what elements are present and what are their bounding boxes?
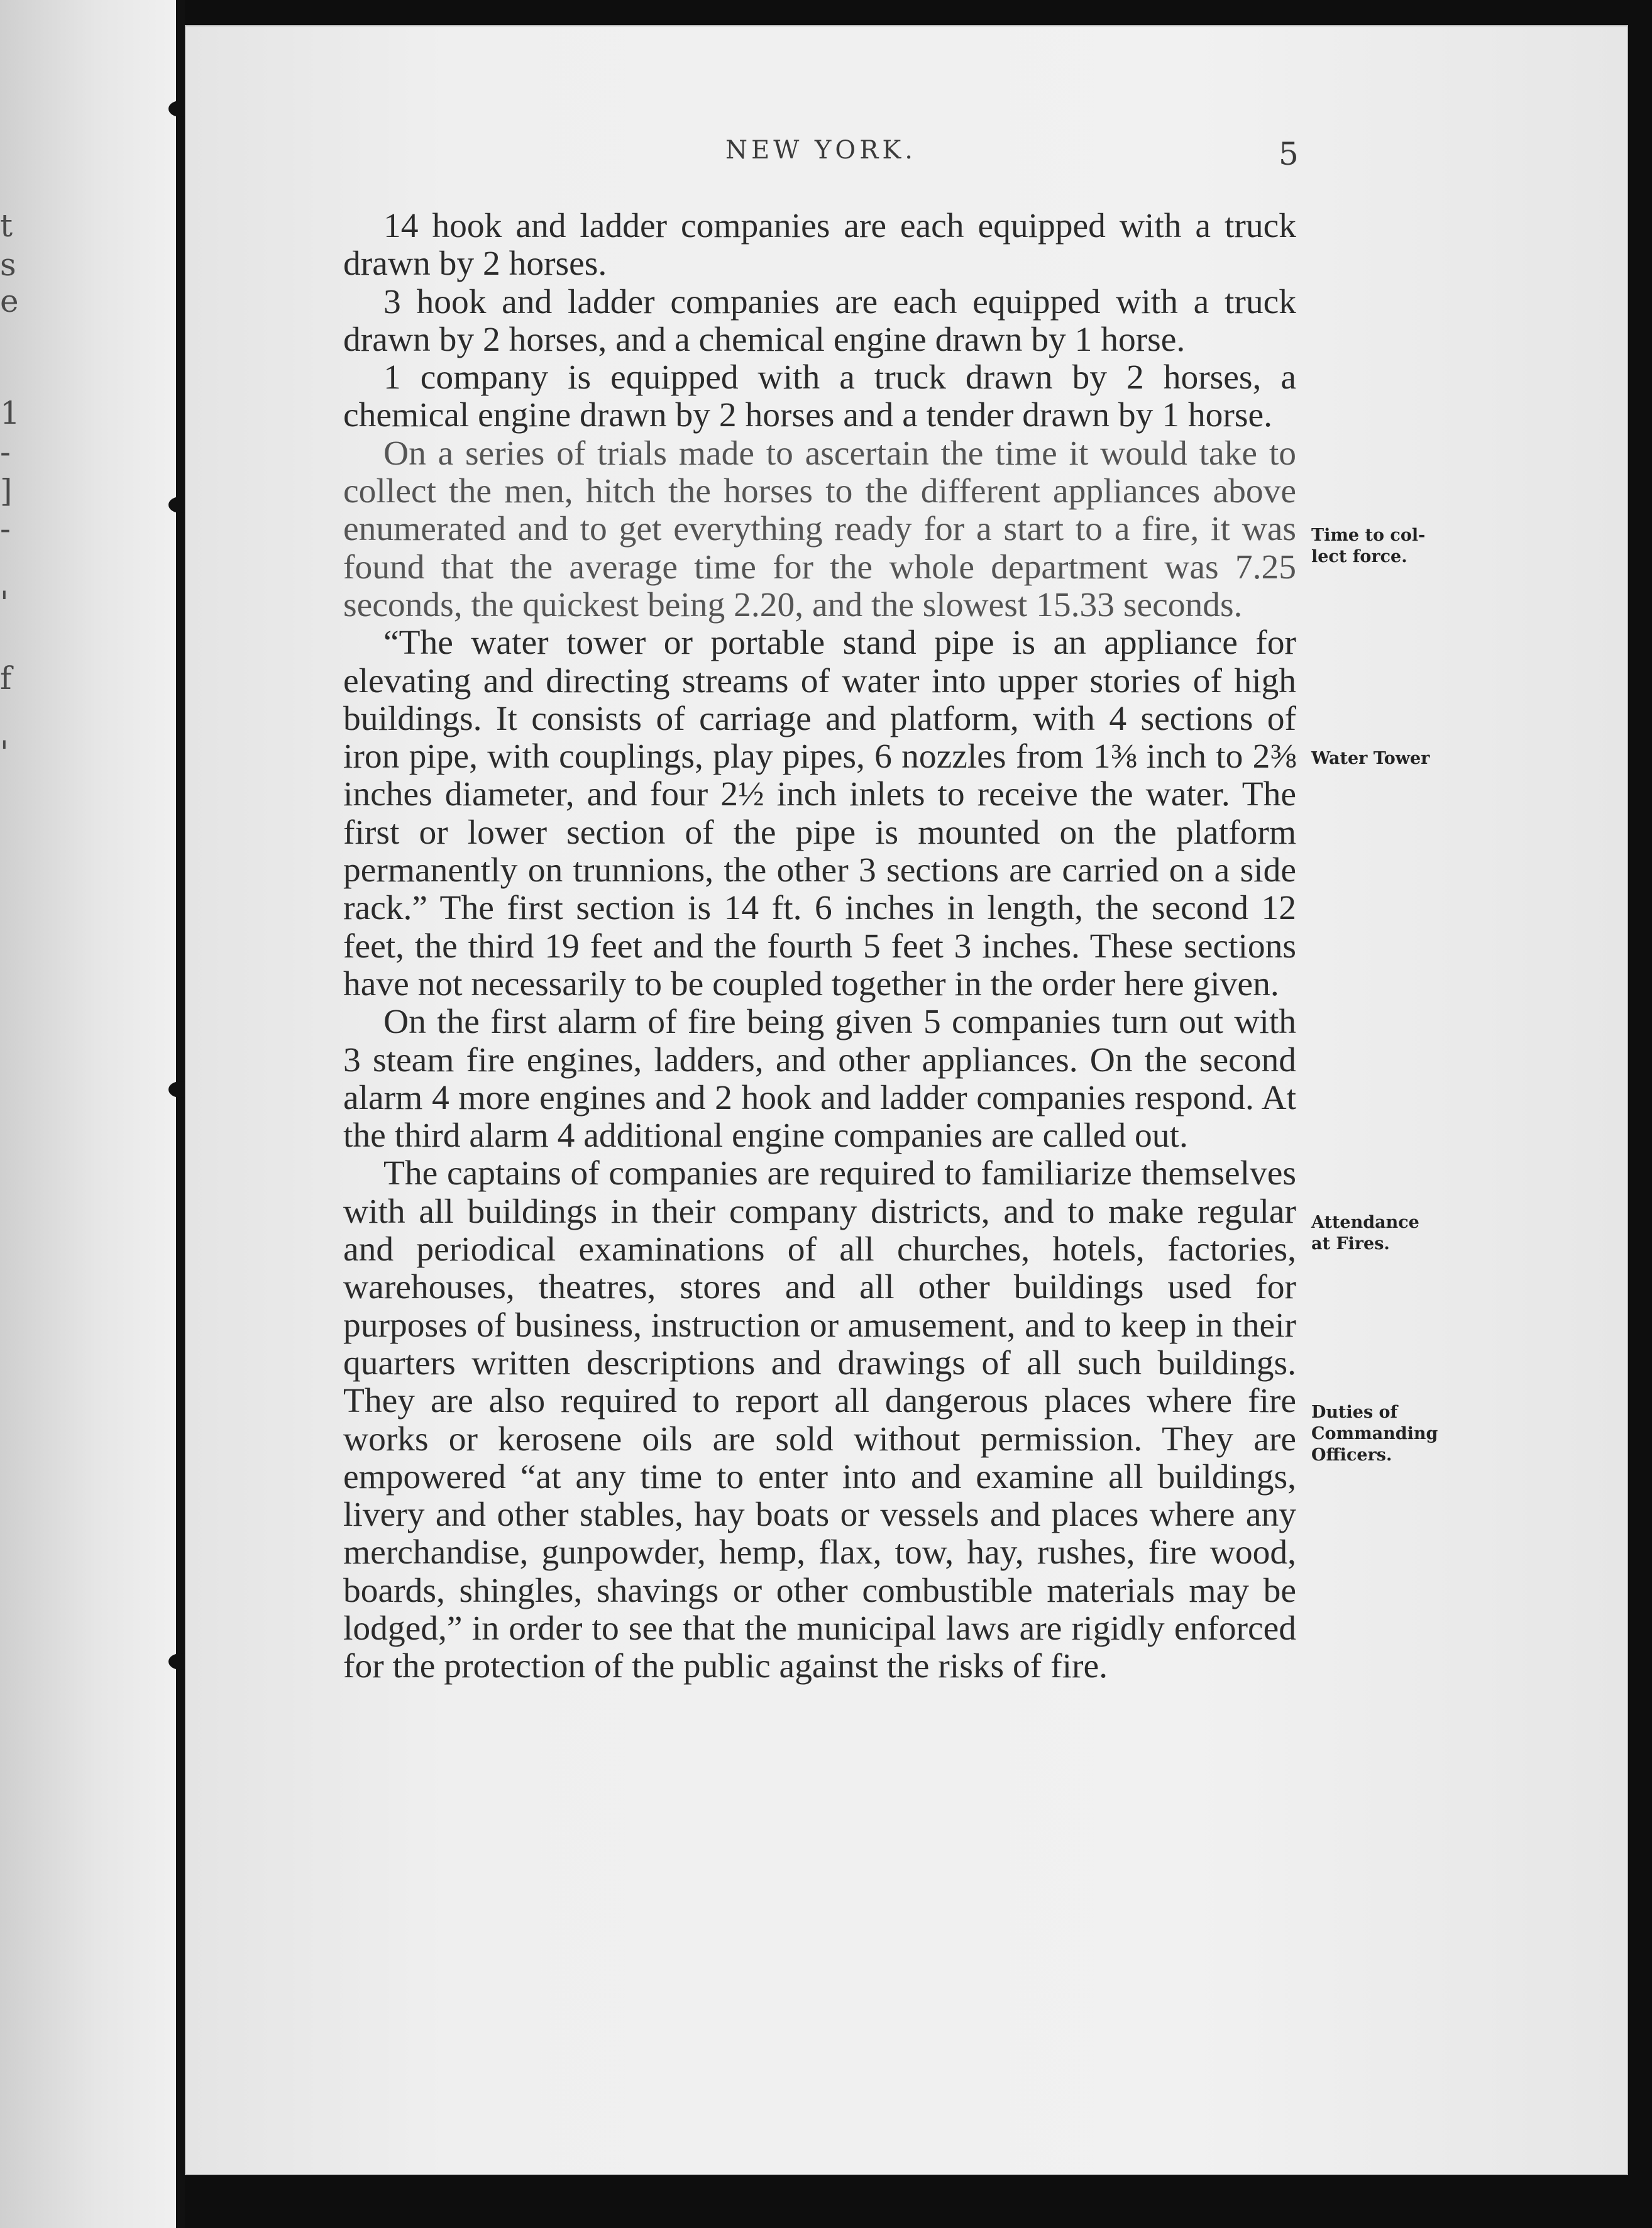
paragraph: 3 hook and ladder companies are each equipped with a truck drawn by 2 horses, and a chemical engine drawn by 1 horse. [343, 282, 1296, 359]
facing-page-letter: s [0, 246, 16, 283]
sidenote-line: Officers. [1311, 1445, 1392, 1465]
sidenote-line: Attendance [1311, 1213, 1419, 1232]
body-text [343, 207, 1296, 1686]
paragraph: On a series of trials made to ascertain the time it would take to collect the men, hitch the horses to the different appliances above enumerated and to get everything ready for a start to a fire, it was found that the average time for the whole department was 7.25 seconds, the quickest being 2.20, and the slowest 15.33 seconds. [343, 434, 1296, 624]
facing-page-letter: - [0, 510, 11, 547]
sidenote-water-tower [1311, 748, 1500, 769]
facing-page-fragment [0, 0, 176, 2228]
sidenote-line: Commanding [1311, 1424, 1438, 1443]
running-title: NEW YORK. [725, 136, 917, 165]
facing-page-letter: e [0, 283, 19, 319]
sidenote-line: at Fires. [1311, 1234, 1390, 1254]
paragraph: 14 hook and ladder companies are each equipped with a truck drawn by 2 horses. [343, 207, 1296, 284]
facing-page-letter: f [0, 660, 12, 697]
page-number: 5 [1279, 136, 1299, 172]
paragraph: 1 company is equipped with a truck drawn by 2 horses, a chemical engine drawn by 2 horses and a tender drawn by 1 horse. [343, 358, 1296, 435]
sidenote-line: Time to col- [1311, 526, 1426, 545]
facing-page-letter: 1 [0, 395, 20, 431]
sidenote-line: lect force. [1311, 547, 1407, 566]
sidenote-attendance-at-fires [1311, 1212, 1500, 1255]
facing-page-letter: - [0, 434, 11, 470]
paragraph: The captains of companies are required to familiarize themselves with all buildings in their company districts, and to make regular and periodical examinations of all churches, hotels, factories, warehouses, theatres, stores and all other buildings used for purposes of business, instruction or amusement, and to keep in their quarters written descriptions and drawings of all such buildings. They are also required to report all dangerous places where fire works or kerosene oils are sold without permission. They are empowered “at any time to enter into and examine all buildings, livery and other stables, hay boats or vessels and places where any merchandise, gunpowder, hemp, flax, tow, hay, rushes, fire wood, boards, shingles, shavings or other combustible materials may be lodged,” in order to see that the municipal laws are rigidly enforced for the protection of the public against the risks of fire. [343, 1154, 1296, 1686]
paragraph: On the first alarm of fire being given 5 companies turn out with 3 steam fire engines, ladders, and other appliances. On the second alarm 4 more engines and 2 hook and ladder companies respond. At the third alarm 4 additional engine companies are called out. [343, 1003, 1296, 1155]
book-page [185, 25, 1628, 2175]
paragraph: “The water tower or portable stand pipe is an appliance for elevating and directing streams of water into upper stories of high buildings. It consists of carriage and platform, with 4 sections of iron pipe, with couplings, play pipes, 6 nozzles from 1⅜ inch to 2⅜ inches diameter, and four 2½ inch inlets to receive the water. The first or lower section of the pipe is mounted on the platform permanently on trunnions, the other 3 sections are carried on a side rack.” The first section is 14 ft. 6 inches in length, the second 12 feet, the third 19 feet and the fourth 5 feet 3 inches. These sections have not necessarily to be coupled together in the order here given. [343, 624, 1296, 1003]
sidenote-duties-of-commanding-officers [1311, 1402, 1500, 1466]
book-gutter [176, 0, 185, 2228]
sidenote-line: Water Tower [1311, 749, 1430, 768]
facing-page-letter: ' [0, 585, 9, 621]
facing-page-letter: ' [0, 734, 9, 771]
sidenote-time-to-collect-force [1311, 525, 1500, 568]
facing-page-letter: ] [0, 473, 13, 509]
facing-page-letter: t [0, 207, 13, 244]
sidenote-line: Duties of [1311, 1403, 1398, 1422]
